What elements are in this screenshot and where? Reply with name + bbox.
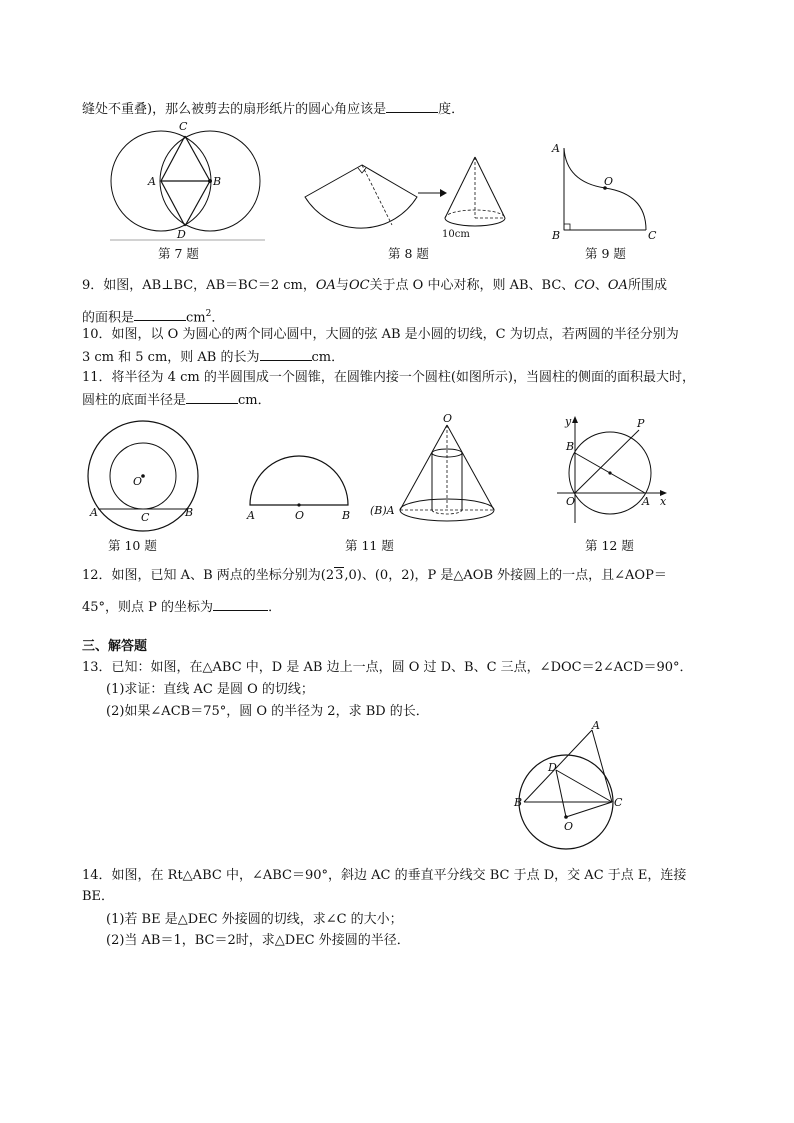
question-9-line-1: 9．如图，AB⊥BC，AB＝BC＝2 cm，OA与OC关于点 O 中心对称，则 AB、BC、CO、OA所围成	[82, 278, 667, 293]
caption-12: 第 12 题	[585, 538, 634, 553]
answer-blank-12[interactable]	[213, 596, 268, 611]
label-10-a: A	[90, 506, 98, 519]
label-d: D	[177, 228, 186, 241]
question-14-line-2: BE．	[82, 889, 115, 904]
section-heading: 三、解答题	[82, 639, 148, 654]
figure-11-cone	[370, 412, 510, 530]
label-9-a: A	[552, 142, 560, 155]
label-10cm: 10cm	[442, 229, 470, 240]
label-11c-o: O	[443, 412, 453, 425]
label-9-c: C	[648, 229, 657, 242]
answer-blank-8[interactable]	[386, 98, 438, 113]
question-11-line-2: 圆柱的底面半径是 cm．	[82, 389, 271, 411]
label-11-a: A	[247, 509, 255, 522]
caption-8: 第 8 题	[388, 246, 429, 261]
label-13-a: A	[592, 719, 600, 732]
question-14-line-1: 14．如图，在 Rt△ABC 中，∠ABC＝90°，斜边 AC 的垂直平分线交 BC 于点 D，交 AC 于点 E，连接	[82, 868, 687, 883]
label-13-o: O	[564, 820, 574, 833]
label-10-b: B	[185, 506, 194, 519]
label-12-a: A	[642, 495, 650, 508]
question-10-line-2: 3 cm 和 5 cm，则 AB 的长为 cm．	[82, 346, 344, 368]
label-10-c: C	[141, 511, 150, 524]
label-11-b: B	[342, 509, 351, 522]
label-11-o: O	[295, 509, 305, 522]
figure-10	[85, 418, 215, 533]
label-10-o: O	[133, 475, 143, 488]
label-a: A	[148, 175, 156, 188]
label-12-y: y	[565, 415, 572, 428]
sqrt-3: 3	[335, 568, 344, 583]
figure-12	[555, 415, 670, 530]
answer-blank-10[interactable]	[260, 346, 312, 361]
question-11-line-1: 11．将半径为 4 cm 的半圆围成一个圆锥，在圆锥内接一个圆柱(如图所示)，当圆柱的侧面的面积最大时，	[82, 370, 695, 385]
arc-oa: OA	[315, 278, 336, 293]
label-12-b: B	[566, 440, 575, 453]
label-13-b: B	[514, 796, 523, 809]
question-12-line-2: 45°，则点 P 的坐标为 ．	[82, 596, 281, 618]
caption-9: 第 9 题	[585, 246, 626, 261]
caption-7: 第 7 题	[158, 246, 199, 261]
arc-oc: OC	[348, 278, 370, 293]
figure-7	[105, 118, 265, 243]
question-13-sub-1: (1)求证：直线 AC 是圆 O 的切线；	[106, 682, 314, 697]
question-13-line-1: 13．已知：如图，在△ABC 中，D 是 AB 边上一点，圆 O 过 D、B、C 三点，∠DOC＝2∠ACD＝90°．	[82, 660, 693, 675]
arc-co: CO	[574, 278, 595, 293]
answer-blank-11[interactable]	[186, 389, 238, 404]
question-14-sub-2: (2)当 AB＝1，BC＝2时，求△DEC 外接圆的半径．	[106, 933, 410, 948]
question-12-line-1: 12．如图，已知 A、B 两点的坐标分别为(23,0)、(0，2)，P 是△AOB 外接圆上的一点，且∠AOP＝	[82, 568, 667, 583]
figure-9	[548, 140, 668, 240]
figure-13	[510, 719, 640, 857]
label-12-x: x	[660, 495, 667, 508]
caption-10: 第 10 题	[108, 538, 157, 553]
figure-11-semicircle	[245, 455, 355, 525]
coordinate-a: (23,0)	[320, 568, 362, 583]
label-12-p: P	[637, 417, 645, 430]
question-14-sub-1: (1)若 BE 是△DEC 外接圆的切线，求∠C 的大小；	[106, 912, 403, 927]
caption-11: 第 11 题	[345, 538, 394, 553]
figure-8	[300, 155, 520, 245]
arc-oa-2: OA	[607, 278, 628, 293]
label-13-d: D	[548, 761, 557, 774]
label-11c-ba: (B)A	[370, 504, 395, 517]
label-13-c: C	[614, 796, 623, 809]
answer-blank-9[interactable]	[134, 306, 186, 321]
question-9-line-2: 的面积是 $cm^2$．	[82, 304, 224, 328]
intro-line: 缝处不重叠)，那么被剪去的扇形纸片的圆心角应该是 度．	[82, 98, 464, 120]
label-c: C	[179, 120, 188, 133]
question-13-sub-2: (2)如果∠ACB＝75°，圆 O 的半径为 2，求 BD 的长．	[106, 704, 429, 719]
label-b: B	[213, 175, 222, 188]
label-12-o: O	[566, 495, 576, 508]
question-10-line-1: 10．如图，以 O 为圆心的两个同心圆中，大圆的弦 AB 是小圆的切线，C 为切点，若两圆的半径分别为	[82, 327, 679, 342]
label-9-o: O	[604, 175, 614, 188]
label-9-b: B	[552, 229, 561, 242]
